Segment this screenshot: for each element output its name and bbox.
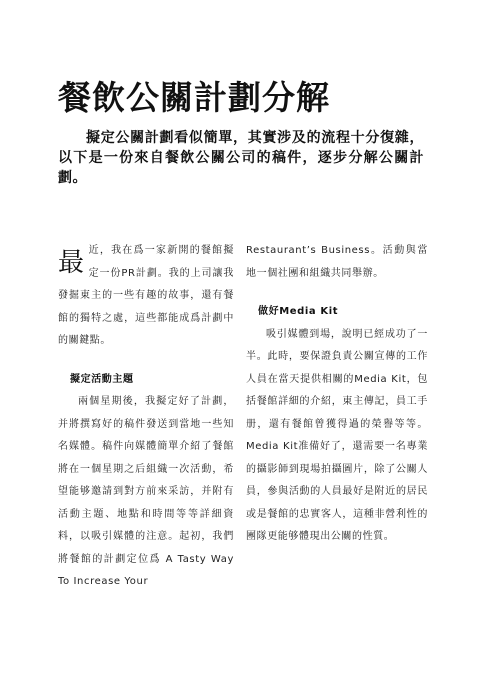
page-title: 餐飲公關計劃分解 <box>58 78 330 117</box>
drop-cap: 最 <box>58 248 85 278</box>
lede-paragraph: 擬定公關計劃看似簡單，其實涉及的流程十分復雜，以下是一份來自餐飲公關公司的稿件，逐步分解公關計劃。 <box>58 130 424 186</box>
section-heading-theme: 擬定活動主題 <box>70 373 134 385</box>
section-body-media-kit: 吸引媒體到場，說明已經成功了一半。此時，要保證負責公關宣傳的工作人員在當天提供相關的Media Kit，包括餐館詳細的介紹，東主傳記，員工手册，還有餐館曾獲得過的榮譽等等。Media Kit准備好了，還需要一名專業的攝影師到現場拍攝圖片，除了公關人員，參與活動的人員最好是附近的居民或是餐館的忠實客人，這種非營利性的團隊更能够體現出公關的性質。 <box>246 328 428 542</box>
section-body-theme: 兩個星期後，我擬定好了計劃，并將撰寫好的稿件發送到當地一些知名媒體。稿件向媒體簡單介紹了餐館將在一個星期之后組織一次活動，希望能够邀請到對方前來采訪，并附有活動主題、地點和時間等等詳細資料，以吸引媒體的注意。起初，我們將餐館的計劃定位爲 A Tasty Way To Increase Your <box>58 396 234 587</box>
intro-text: 近，我在爲一家新開的餐館擬定一份PR計劃。我的上司讓我發掘東主的一些有趣的故事，還有餐館的獨特之處，這些都能成爲計劃中的關鍵點。 <box>58 245 234 346</box>
right-column <box>246 240 428 549</box>
intro-paragraph <box>58 240 234 353</box>
section-heading-media-kit: 做好Media Kit <box>258 306 339 317</box>
left-column <box>58 240 234 594</box>
continuation-paragraph: Restaurant’s Business。活動與當地一個社團和組織共同舉辦。 <box>246 245 428 279</box>
